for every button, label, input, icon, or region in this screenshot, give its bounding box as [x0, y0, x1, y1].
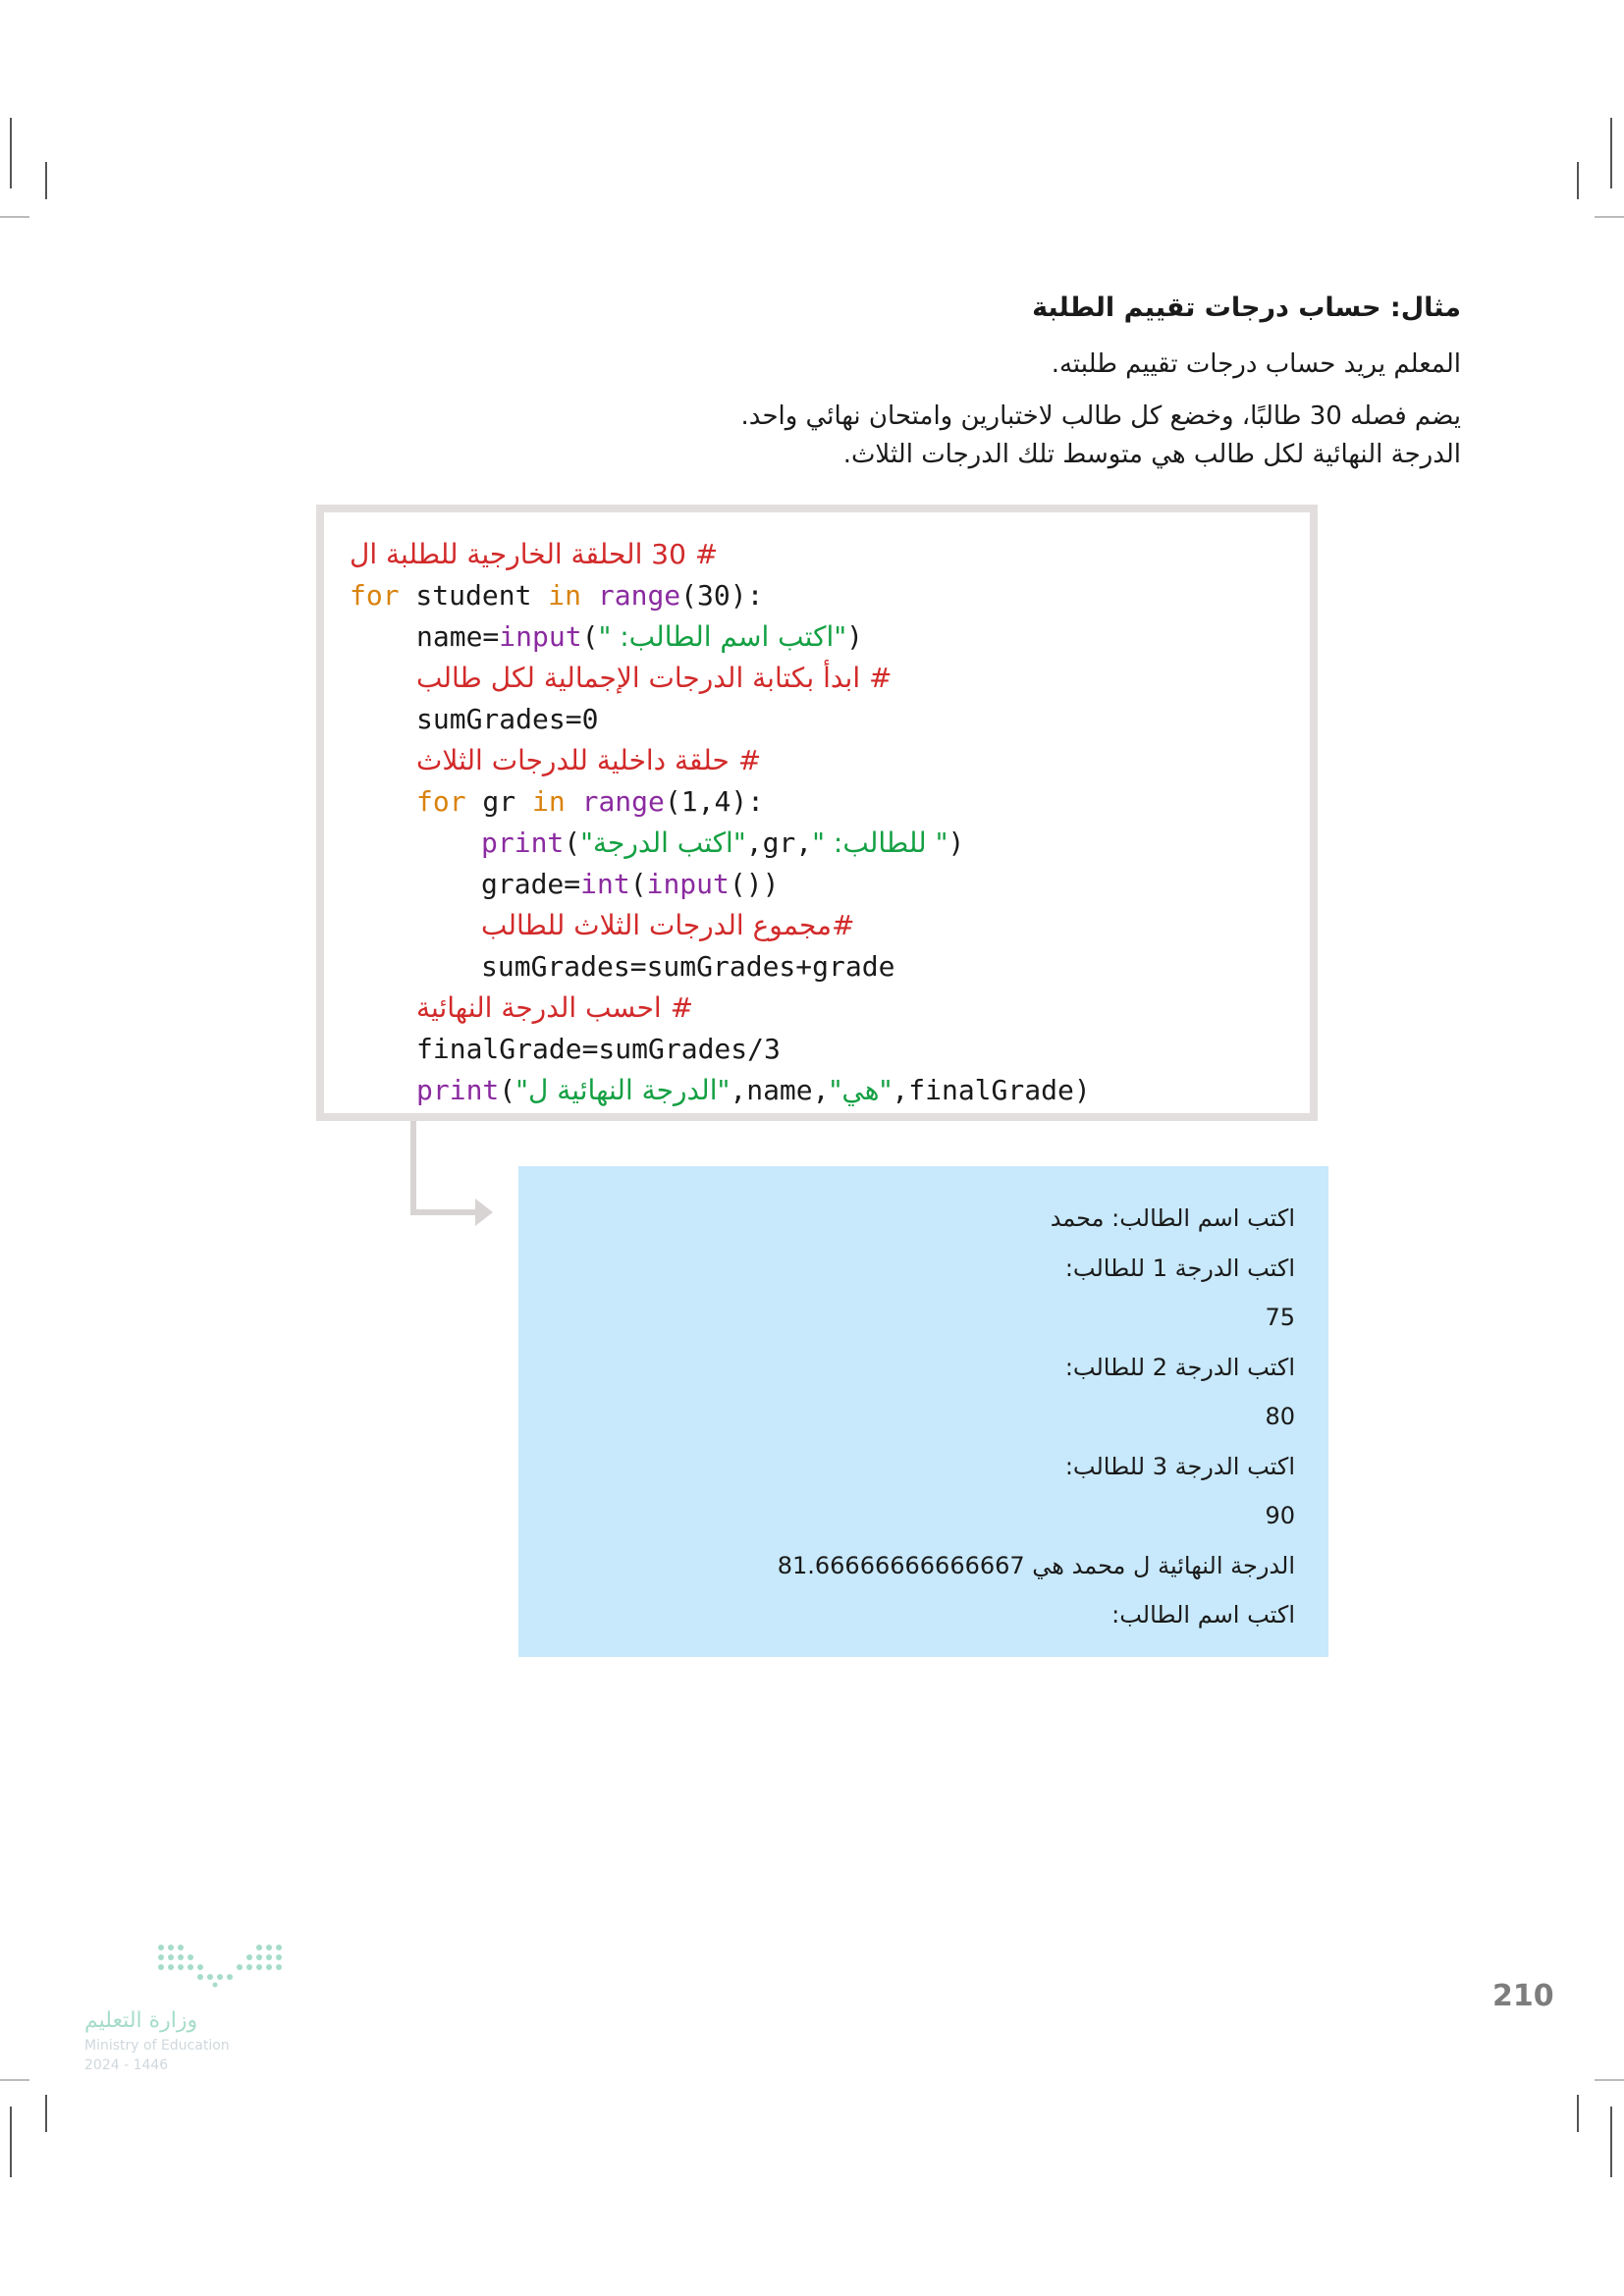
code-line-11: [350, 946, 1091, 988]
code-text: ,gr,: [745, 827, 813, 859]
code-function: range: [581, 785, 665, 818]
crop-mark: [45, 2095, 47, 2132]
code-text: (1,4):: [664, 785, 765, 818]
crop-mark: [10, 118, 12, 188]
output-line: اكتب الدرجة 2 للطالب:: [1064, 1353, 1295, 1381]
code-line-6: [350, 740, 1091, 781]
logo-dots-icon: [153, 1942, 291, 1991]
intro-line-3: الدرجة النهائية لكل طالب هي متوسط تلك الدرجات الثلاث.: [842, 440, 1461, 469]
code-keyword: in: [548, 579, 582, 612]
code-text: student: [399, 579, 549, 612]
code-string: " للطالب: ": [812, 827, 948, 859]
code-text: (30):: [680, 579, 764, 612]
output-line: اكتب الدرجة 1 للطالب:: [1064, 1254, 1295, 1282]
crop-mark: [10, 2107, 12, 2177]
page-number: 210: [1492, 1979, 1554, 2013]
ministry-year: 2024 - 1446: [84, 2057, 169, 2073]
crop-mark: [1577, 162, 1579, 199]
crop-mark: [1595, 2079, 1624, 2081]
code-text: gr: [465, 785, 533, 818]
crop-mark: [0, 2079, 29, 2081]
example-heading: مثال: حساب درجات تقييم الطلبة: [1032, 293, 1461, 323]
ministry-name-arabic: وزارة التعليم: [84, 2008, 198, 2033]
code-line-14: [350, 1070, 1091, 1111]
code-block: [316, 505, 1318, 1121]
code-function: print: [416, 1074, 500, 1106]
code-comment: # ابدأ بكتابة الدرجات الإجمالية لكل طالب: [416, 662, 893, 694]
code-function: range: [597, 579, 681, 612]
crop-mark: [1610, 2107, 1612, 2177]
connector-line: [410, 1209, 477, 1215]
ministry-name-english: Ministry of Education: [84, 2038, 230, 2054]
code-line-5: [350, 699, 1091, 740]
code-function: input: [499, 620, 582, 653]
code-comment: # احسب الدرجة النهائية: [416, 991, 694, 1024]
output-line: 75: [1265, 1304, 1295, 1331]
output-line: 90: [1265, 1502, 1295, 1529]
crop-mark: [45, 162, 47, 199]
output-lines: [549, 1194, 1295, 1640]
code-line-2: [350, 575, 1091, 616]
code-string: "هي": [829, 1074, 893, 1106]
code-string: "اكتب الدرجة": [580, 827, 746, 859]
code-keyword: for: [416, 785, 466, 818]
output-line: الدرجة النهائية ل محمد هي 81.66666666666667: [777, 1551, 1295, 1579]
code-text: ): [947, 827, 965, 859]
intro-paragraph-2: [577, 398, 1461, 474]
code-text: ): [846, 620, 863, 653]
code-function: print: [481, 827, 565, 859]
code-line-4: [350, 658, 1091, 699]
code-comment: # حلقة داخلية للدرجات الثلاث: [416, 744, 762, 776]
code-line-9: [350, 864, 1091, 905]
crop-mark: [1610, 118, 1612, 188]
output-line: اكتب اسم الطالب:: [1111, 1601, 1295, 1629]
code-string: "الدرجة النهائية ل": [515, 1074, 731, 1106]
code-text: grade=: [481, 868, 581, 900]
code-text: (: [499, 1074, 516, 1106]
ministry-logo: [84, 1942, 310, 2079]
code-comment: #مجموع الدرجات الثلاث للطالب: [481, 909, 855, 941]
code-line-12: [350, 988, 1091, 1029]
output-line: اكتب الدرجة 3 للطالب:: [1064, 1452, 1295, 1480]
crop-mark: [1577, 2095, 1579, 2132]
output-panel: [518, 1166, 1328, 1657]
code-text: ,name,: [730, 1074, 830, 1106]
code-function: int: [580, 868, 630, 900]
code-lines: [350, 534, 1091, 1111]
code-line-8: [350, 823, 1091, 864]
code-text: ,finalGrade): [892, 1074, 1091, 1106]
code-text: (: [581, 620, 599, 653]
code-text: (: [564, 827, 581, 859]
output-line: 80: [1265, 1403, 1295, 1430]
code-string: "اكتب اسم الطالب: ": [598, 620, 847, 653]
code-text: sumGrades=sumGrades+grade: [481, 950, 895, 983]
code-keyword: in: [532, 785, 566, 818]
code-keyword: for: [350, 579, 400, 612]
crop-mark: [1595, 216, 1624, 218]
intro-paragraph-1: المعلم يريد حساب درجات تقييم طلبته.: [1051, 349, 1461, 379]
code-line-7: [350, 781, 1091, 823]
code-comment: # 30 الحلقة الخارجية للطلبة ال: [350, 538, 719, 570]
output-line: اكتب اسم الطالب: محمد: [1050, 1204, 1295, 1232]
intro-line-2: يضم فصله 30 طالبًا، وخضع كل طالب لاختبارين وامتحان نهائي واحد.: [740, 401, 1461, 431]
code-text: finalGrade=sumGrades/3: [416, 1033, 781, 1065]
code-text: sumGrades=0: [416, 703, 599, 735]
code-line-1: [350, 534, 1091, 575]
code-text: name=: [416, 620, 500, 653]
code-line-13: [350, 1029, 1091, 1070]
code-function: input: [646, 868, 730, 900]
code-line-10: [350, 905, 1091, 946]
arrow-right-icon: [475, 1199, 493, 1226]
crop-mark: [0, 216, 29, 218]
code-line-3: [350, 616, 1091, 658]
connector-line: [410, 1121, 416, 1215]
code-text: (: [629, 868, 647, 900]
code-text: ()): [729, 868, 780, 900]
